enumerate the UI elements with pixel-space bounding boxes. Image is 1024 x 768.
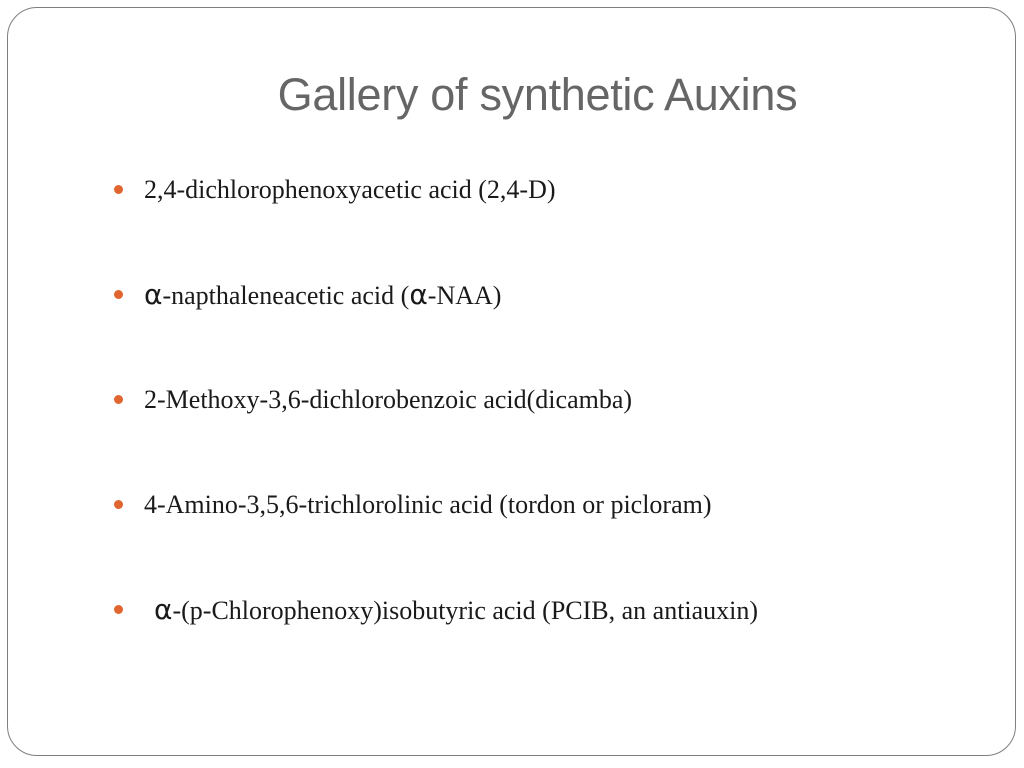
bullet-text-body: 2,4-dichlorophenoxyacetic acid (2,4-D) (144, 175, 556, 204)
list-item (114, 380, 994, 485)
bullet-text-body: -(p-Chlorophenoxy)isobutyric acid (PCIB, an antiauxin) (172, 596, 759, 625)
slide-title: Gallery of synthetic Auxins (277, 69, 798, 120)
alpha-symbol: α (409, 278, 428, 311)
bullet-text (144, 275, 501, 316)
list-item (114, 485, 994, 590)
bullet-text (144, 380, 632, 420)
bullet-text (144, 170, 556, 210)
list-item (114, 590, 994, 695)
bullet-text (144, 485, 712, 525)
bullet-list (114, 170, 994, 695)
bullet-dot-icon (114, 500, 123, 509)
alpha-symbol: α (144, 278, 163, 311)
list-item (114, 170, 994, 275)
bullet-text-body: 2-Methoxy-3,6-dichlorobenzoic acid(dicamba) (144, 385, 633, 414)
bullet-text-suffix: -NAA) (427, 281, 502, 310)
bullet-dot-icon (114, 290, 123, 299)
bullet-dot-icon (114, 605, 123, 614)
bullet-text-body: -napthaleneacetic acid ( (162, 281, 410, 310)
list-item (114, 275, 994, 380)
alpha-symbol: α (154, 593, 173, 626)
bullet-text-body: 4-Amino-3,5,6-trichlorolinic acid (tordon or picloram) (144, 490, 712, 519)
bullet-dot-icon (114, 185, 123, 194)
bullet-dot-icon (114, 395, 123, 404)
bullet-text (154, 590, 758, 631)
